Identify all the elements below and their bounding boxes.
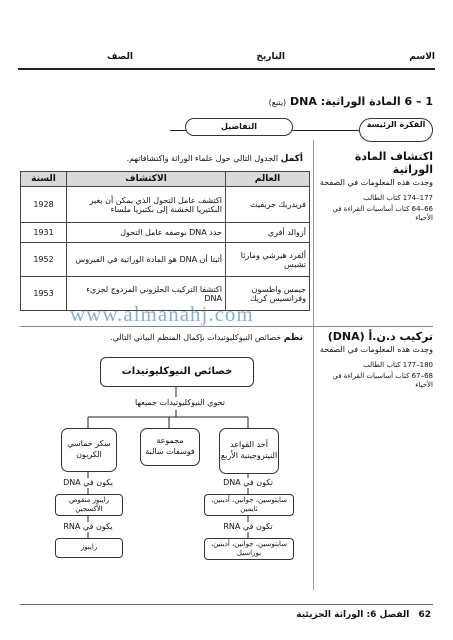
table-row: أزوالد أفري حدد DNA بوصفه عامل التحول 1931	[21, 223, 310, 243]
in-rna-label-right: تكون في RNA	[223, 522, 273, 531]
page-ref-reading-2: 68–67 كتاب أساسيات القراءة في الأحياء	[332, 372, 433, 390]
page-prompt-2: وجدت هذه المعلومات في الصفحة	[319, 345, 433, 354]
table-header-scientist: العالم	[225, 172, 309, 187]
base-box: أحد القواعد النيتروجينية الأربع	[219, 428, 279, 474]
rna-bases-box: سايتوسين، جوانين، أدينين، يوراسيل	[204, 538, 294, 560]
class-label: الصف	[106, 52, 133, 62]
dna-bases-box: سايتوسين، جوانين، أدينين، ثايمين	[204, 494, 294, 516]
main-idea-title-2: تركيب د.ن.أ (DNA)	[327, 330, 433, 343]
tab-details: التفاصيل	[185, 118, 293, 136]
in-dna-label-right: تكون في DNA	[223, 478, 273, 487]
footer-chapter: 62 الفصل 6: الوراثة الجزيئية	[296, 610, 431, 620]
table-header-discovery: الاكتشاف	[66, 172, 225, 187]
page-ref-student: 177–174 كتاب الطالب	[363, 194, 433, 203]
in-dna-label-left: يكون في DNA	[63, 478, 113, 487]
table-header-year: السنة	[21, 172, 67, 187]
sugar-box: سكر خماسي الكربون	[61, 428, 117, 472]
date-label: التاريخ	[256, 52, 285, 62]
task1-instruction: أكمل الجدول التالي حول علماء الوراثة واكتشافاتهم.	[126, 154, 303, 164]
page-prompt: وجدت هذه المعلومات في الصفحة	[319, 178, 433, 187]
page-ref-reading: 66–64 كتاب أساسيات القراءة في الأحياء	[332, 205, 433, 223]
watermark: www.almanahj.com	[70, 302, 254, 326]
table-row: ألفرد هيرشي ومارثا تشيس أثبتا أن DNA هو المادة الوراثية في الفيروس 1952	[21, 243, 310, 277]
deoxyribose-box: رايبوز منقوص الأكسجين	[55, 494, 123, 516]
table-row: فريدريك جريفيث اكتشف عامل التحول الذي يمكن أن يغير البكتيريا الخشنة إلى بكتيريا ملساء 1928	[21, 187, 310, 223]
in-rna-label-left: يكون في RNA	[63, 522, 113, 531]
organizer-title-box: خصائص النيوكليوتيدات	[100, 357, 254, 387]
section-title: 1 – 6 المادة الوراثية: DNA (يتبع)	[268, 95, 433, 108]
tab-main-idea: الفكرة الرئيسة	[359, 118, 433, 142]
name-label: الاسم	[409, 52, 435, 62]
organizer-all-contain: تحوي النيوكليوتيدات جميعها	[134, 398, 226, 407]
task2-instruction: نظم خصائص النيوكليوتيدات بإكمال المنظم البياني التالي.	[110, 333, 303, 343]
footer-rule	[20, 604, 433, 605]
phosphate-box: مجموعة فوسفات سالبة	[140, 428, 200, 466]
table-row: جيمس واطسون وفرانسيس كريك اكتشفا التركيب الحلزوني المزدوج لجزيء DNA 1953	[21, 277, 310, 311]
page-ref-student-2: 180–177 كتاب الطالب	[363, 361, 433, 370]
main-idea-title: اكتشاف المادة الوراثية	[354, 150, 433, 176]
ribose-box: رايبوز	[55, 538, 123, 558]
